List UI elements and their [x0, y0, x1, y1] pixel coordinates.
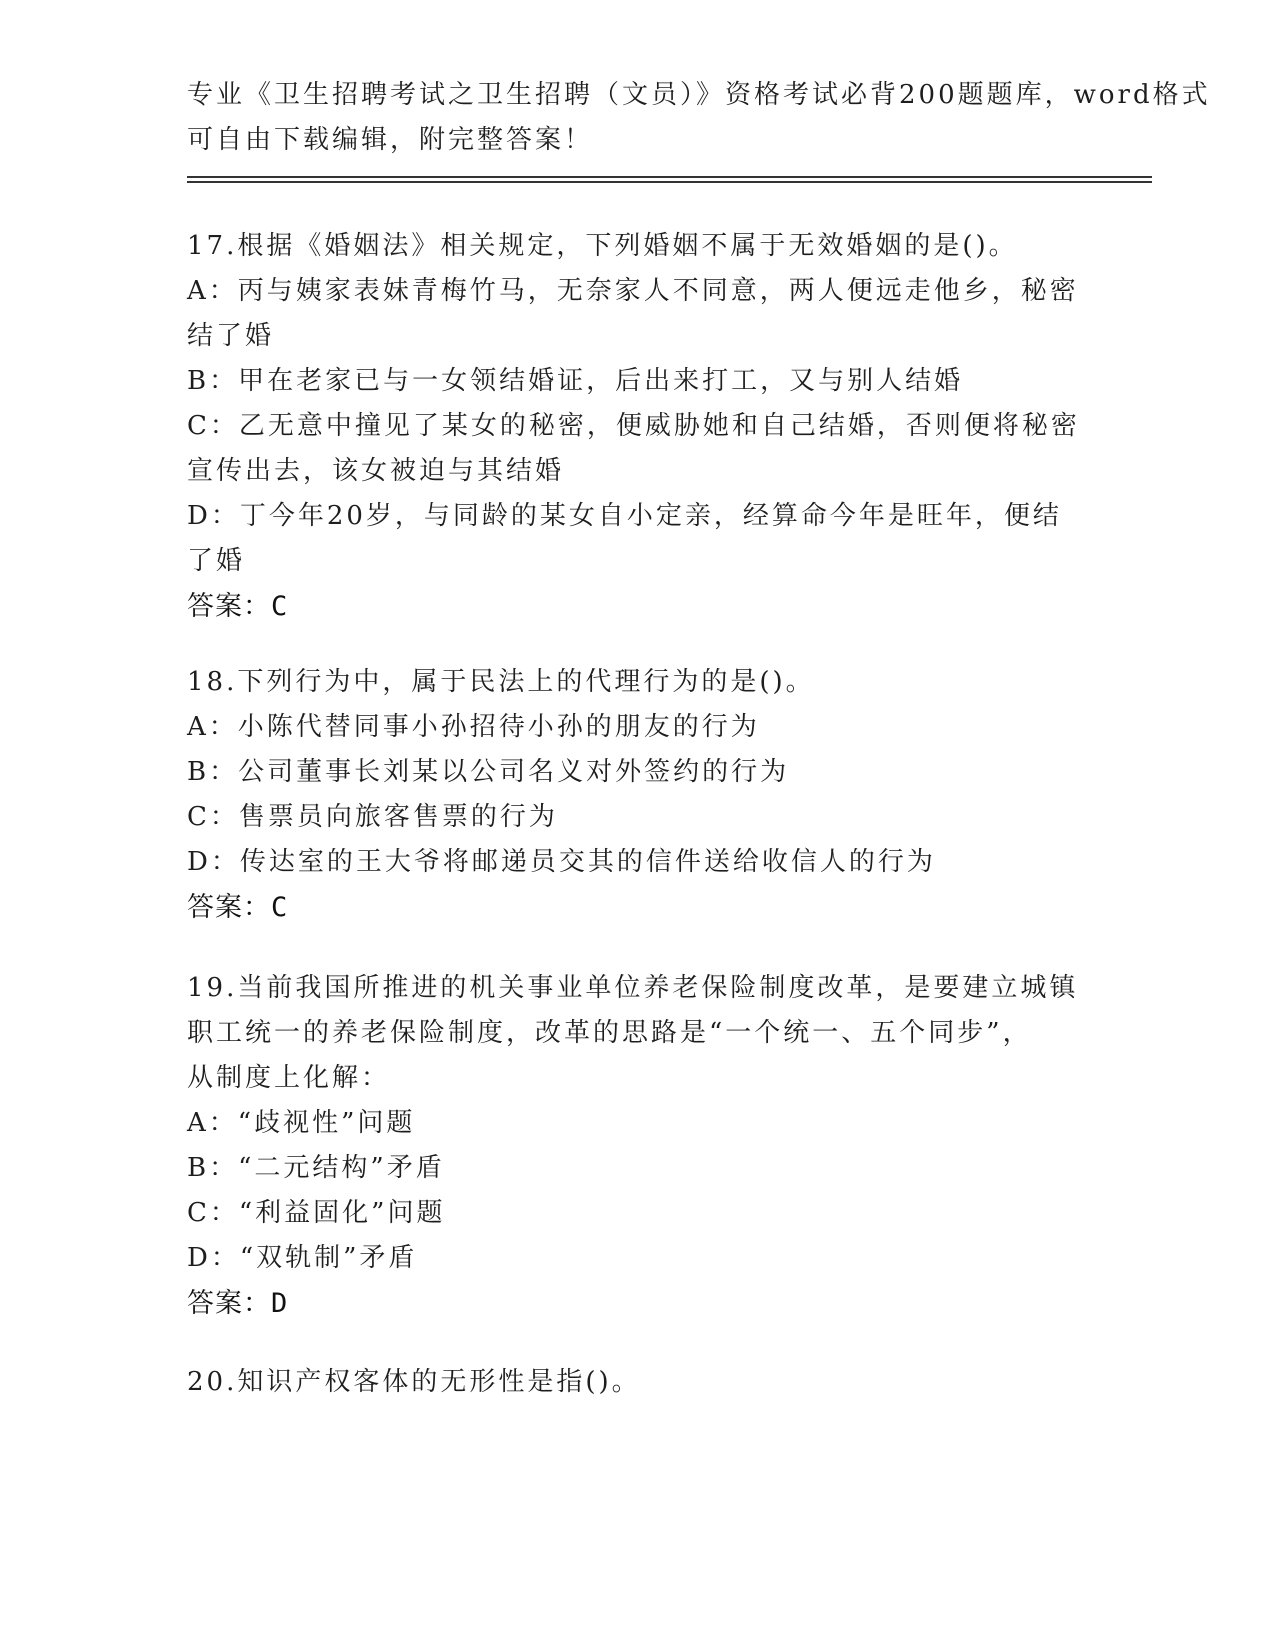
option-a: A：“歧视性”问题 [187, 1108, 416, 1138]
answer-value: C [271, 892, 289, 923]
answer-label: 答案： [187, 591, 271, 622]
question-stem: 18.下列行为中，属于民法上的代理行为的是()。 [187, 667, 815, 697]
question-stem-continued: 职工统一的养老保险制度，改革的思路是“一个统一、五个同步”， [187, 1018, 1032, 1048]
answer-line [187, 885, 1087, 930]
question-20 [187, 1360, 1087, 1405]
answer-value: D [271, 1288, 289, 1319]
question-19 [187, 966, 1087, 1326]
answer-line [187, 584, 1087, 629]
answer-value: C [271, 591, 289, 622]
option-c: C：乙无意中撞见了某女的秘密，便威胁她和自己结婚，否则便将秘密 [187, 411, 1080, 441]
option-a: A：丙与姨家表妹青梅竹马，无奈家人不同意，两人便远走他乡，秘密 [187, 276, 1079, 306]
option-d: D：传达室的王大爷将邮递员交其的信件送给收信人的行为 [187, 847, 936, 877]
question-18 [187, 660, 1087, 930]
question-stem: 20.知识产权客体的无形性是指()。 [187, 1367, 641, 1397]
question-17 [187, 224, 1087, 629]
option-b: B：公司董事长刘某以公司名义对外签约的行为 [187, 757, 790, 787]
header-line: 专业《卫生招聘考试之卫生招聘（文员）》资格考试必背200题题库，word格式 [187, 80, 1211, 110]
option-b: B：“二元结构”矛盾 [187, 1153, 445, 1183]
option-c: C：售票员向旅客售票的行为 [187, 802, 558, 832]
option-b: B：甲在老家已与一女领结婚证，后出来打工，又与别人结婚 [187, 366, 964, 396]
option-d: D：“双轨制”矛盾 [187, 1243, 418, 1273]
question-stem-continued: 从制度上化解： [187, 1063, 391, 1093]
header-line: 可自由下载编辑，附完整答案！ [187, 125, 594, 155]
answer-line [187, 1281, 1087, 1326]
question-stem: 19.当前我国所推进的机关事业单位养老保险制度改革，是要建立城镇 [187, 973, 1079, 1003]
answer-label: 答案： [187, 892, 271, 923]
option-a-continued: 结了婚 [187, 321, 275, 351]
document-header [187, 73, 1211, 163]
option-d: D：丁今年20岁，与同龄的某女自小定亲，经算命今年是旺年，便结 [187, 501, 1062, 531]
answer-label: 答案： [187, 1288, 271, 1319]
option-c-continued: 宣传出去，该女被迫与其结婚 [187, 456, 565, 486]
option-d-continued: 了婚 [187, 546, 246, 576]
option-a: A：小陈代替同事小孙招待小孙的朋友的行为 [187, 712, 760, 742]
option-c: C：“利益固化”问题 [187, 1198, 446, 1228]
header-divider-bottom [187, 181, 1152, 183]
header-divider-top [187, 176, 1152, 178]
question-stem: 17.根据《婚姻法》相关规定，下列婚姻不属于无效婚姻的是()。 [187, 231, 1018, 261]
